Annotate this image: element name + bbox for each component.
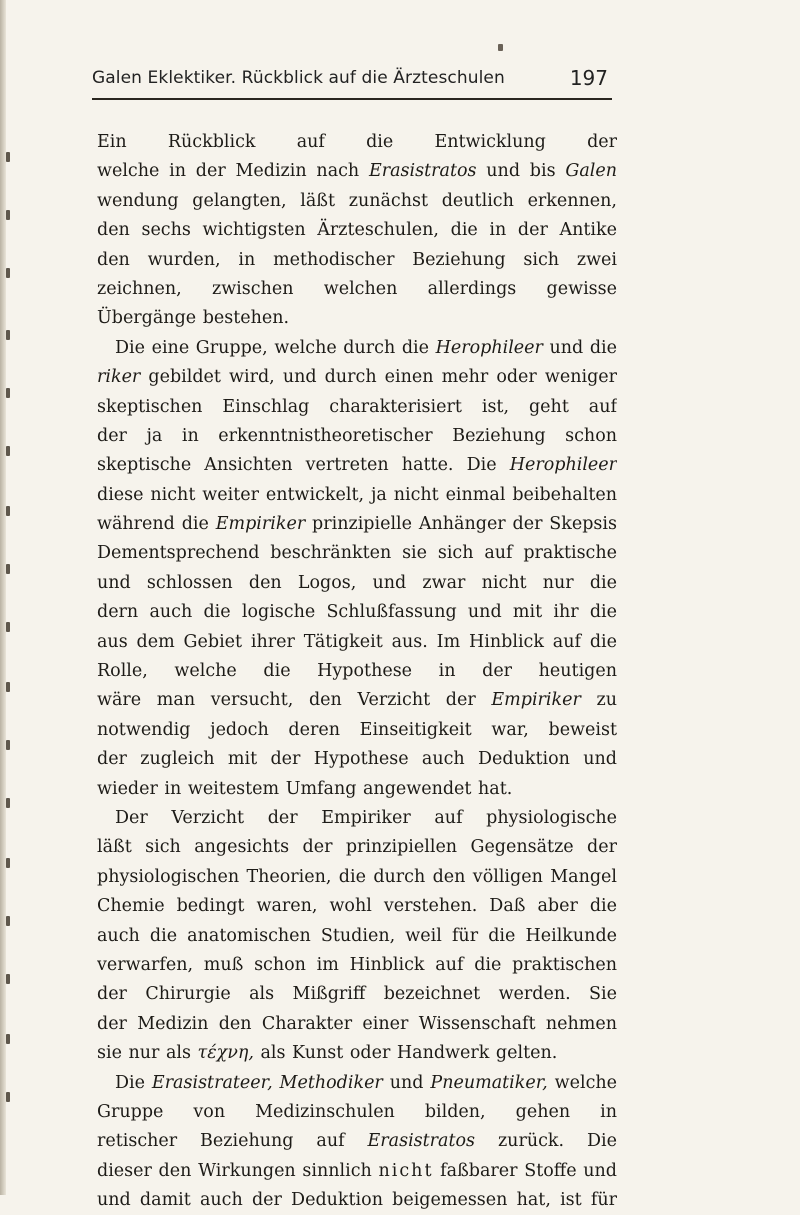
text-line	[97, 1010, 617, 1039]
text-span: der zugleich mit der Hypothese auch Deduktion und	[97, 749, 617, 770]
text-line	[97, 510, 617, 539]
text-line	[97, 1039, 617, 1068]
text-span: der Medizin den Charakter einer Wissenschaft nehmen	[97, 1013, 617, 1034]
text-line	[97, 481, 617, 510]
text-line	[97, 334, 617, 363]
text-span: Die	[115, 1072, 152, 1093]
text-span: notwendig jedoch deren Einseitigkeit war, beweist	[97, 719, 617, 740]
text-line	[97, 128, 617, 157]
text-span: dieser den Wirkungen sinnlich	[97, 1160, 379, 1181]
text-line	[97, 157, 617, 186]
text-span: wieder in weitestem Umfang angewendet hat.	[97, 778, 513, 799]
text-line	[97, 539, 617, 568]
text-line	[97, 275, 617, 304]
text-span: und bis	[476, 161, 566, 182]
text-span: welche in der Medizin nach	[97, 161, 369, 182]
text-span: diese nicht weiter entwickelt, ja nicht einmal beibehalten	[97, 484, 617, 505]
body-text	[97, 128, 617, 1215]
italic-span: Erasistratos	[368, 161, 477, 182]
text-span: der ja in erkenntnistheoretischer Beziehung schon	[97, 425, 617, 446]
text-span: Der Verzicht der Empiriker auf physiologische	[115, 807, 617, 828]
text-line	[97, 422, 617, 451]
text-line	[97, 216, 617, 245]
italic-span: Empiriker	[215, 514, 306, 535]
text-span: Ein Rückblick auf die Entwicklung der	[97, 132, 617, 152]
text-span: zurück. Die	[497, 1131, 617, 1152]
spaced-span: nicht	[378, 1160, 434, 1181]
text-span: skeptische Ansichten vertreten hatte. Die	[97, 455, 510, 476]
text-line	[97, 657, 617, 686]
text-span: und schlossen den Logos, und zwar nicht nur die	[97, 572, 617, 593]
text-span: Chemie bedingt waren, wohl verstehen. Daß aber die	[97, 896, 617, 917]
text-span: physiologischen Theorien, die durch den völligen Mangel	[97, 866, 617, 887]
text-line	[97, 863, 617, 892]
text-line	[97, 716, 617, 745]
text-span: auch die anatomischen Studien, weil für die Heilkunde	[97, 925, 617, 946]
page-left-edge	[0, 0, 6, 1195]
text-span: retischer Beziehung auf	[97, 1131, 368, 1152]
text-line	[97, 569, 617, 598]
italic-span: Empiriker	[491, 690, 581, 711]
text-span: und die	[542, 337, 617, 358]
italic-span: Herophileer	[435, 337, 543, 358]
text-line	[97, 833, 617, 862]
text-span: prinzipielle Anhänger der Skepsis	[312, 514, 617, 535]
text-line	[97, 598, 617, 627]
text-line	[97, 804, 617, 833]
text-span: während die	[97, 514, 216, 535]
text-span: faßbarer Stoffe und	[440, 1160, 617, 1181]
text-span: und	[382, 1072, 431, 1093]
text-line	[97, 187, 617, 216]
text-span: Gruppe von Medizinschulen bilden, gehen in	[97, 1101, 617, 1122]
text-span: den wurden, in methodischer Beziehung sich zwei	[97, 249, 617, 270]
text-line	[97, 892, 617, 921]
text-span: dern auch die logische Schlußfassung und mit ihr die	[97, 602, 617, 623]
page-number: 197	[569, 66, 608, 90]
italic-span: Erasistrateer, Methodiker	[151, 1072, 383, 1093]
running-head-title: Galen Eklektiker. Rückblick auf die Ärzteschulen	[92, 68, 505, 88]
text-span: den sechs wichtigsten Ärzteschulen, die in der Antike	[97, 220, 617, 241]
text-line	[97, 451, 617, 480]
italic-span: τέχνη,	[197, 1043, 254, 1064]
text-line	[97, 1157, 617, 1186]
text-span: als Kunst oder Handwerk gelten.	[253, 1043, 558, 1064]
print-mark	[498, 44, 503, 51]
italic-span: Galen	[565, 161, 617, 182]
text-line	[97, 304, 617, 333]
text-line	[97, 628, 617, 657]
text-line	[97, 1127, 617, 1156]
text-span: wäre man versucht, den Verzicht der	[97, 690, 492, 711]
text-span: zeichnen, zwischen welchen allerdings gewisse	[97, 278, 617, 299]
text-line	[97, 951, 617, 980]
text-span: sie nur als	[97, 1043, 198, 1064]
text-span: zu	[596, 690, 617, 711]
italic-span: Herophileer	[509, 455, 617, 476]
italic-span: Erasistratos	[367, 1131, 476, 1152]
text-span: verwarfen, muß schon im Hinblick auf die praktischen	[97, 954, 617, 975]
italic-span: Pneumatiker,	[430, 1072, 548, 1093]
text-span: Dementsprechend beschränkten sie sich auf praktische	[97, 543, 617, 564]
text-span: welche	[554, 1072, 617, 1093]
text-span: wendung gelangten, läßt zunächst deutlich erkennen,	[97, 190, 617, 211]
text-line	[97, 745, 617, 774]
text-span: gebildet wird, und durch einen mehr oder weniger	[148, 367, 617, 388]
text-line	[97, 393, 617, 422]
text-span: und damit auch der Deduktion beigemessen hat, ist für	[97, 1190, 617, 1211]
text-span: Rolle, welche die Hypothese in der heutigen	[97, 661, 617, 682]
text-line	[97, 1069, 617, 1098]
text-line	[97, 686, 617, 715]
text-span: aus dem Gebiet ihrer Tätigkeit aus. Im Hinblick auf die	[97, 631, 617, 652]
text-span: skeptischen Einschlag charakterisiert ist, geht auf	[97, 396, 617, 417]
text-span: Die eine Gruppe, welche durch die	[115, 337, 436, 358]
italic-span: riker	[97, 367, 141, 388]
text-line	[97, 980, 617, 1009]
text-line	[97, 1186, 617, 1215]
text-line	[97, 246, 617, 275]
text-span: Übergänge bestehen.	[97, 308, 290, 329]
text-line	[97, 775, 617, 804]
running-header	[92, 68, 612, 108]
header-rule	[92, 98, 612, 100]
text-line	[97, 1098, 617, 1127]
text-line	[97, 363, 617, 392]
text-span: der Chirurgie als Mißgriff bezeichnet werden. Sie	[97, 984, 617, 1005]
text-line	[97, 922, 617, 951]
text-span: läßt sich angesichts der prinzipiellen Gegensätze der	[97, 837, 617, 858]
